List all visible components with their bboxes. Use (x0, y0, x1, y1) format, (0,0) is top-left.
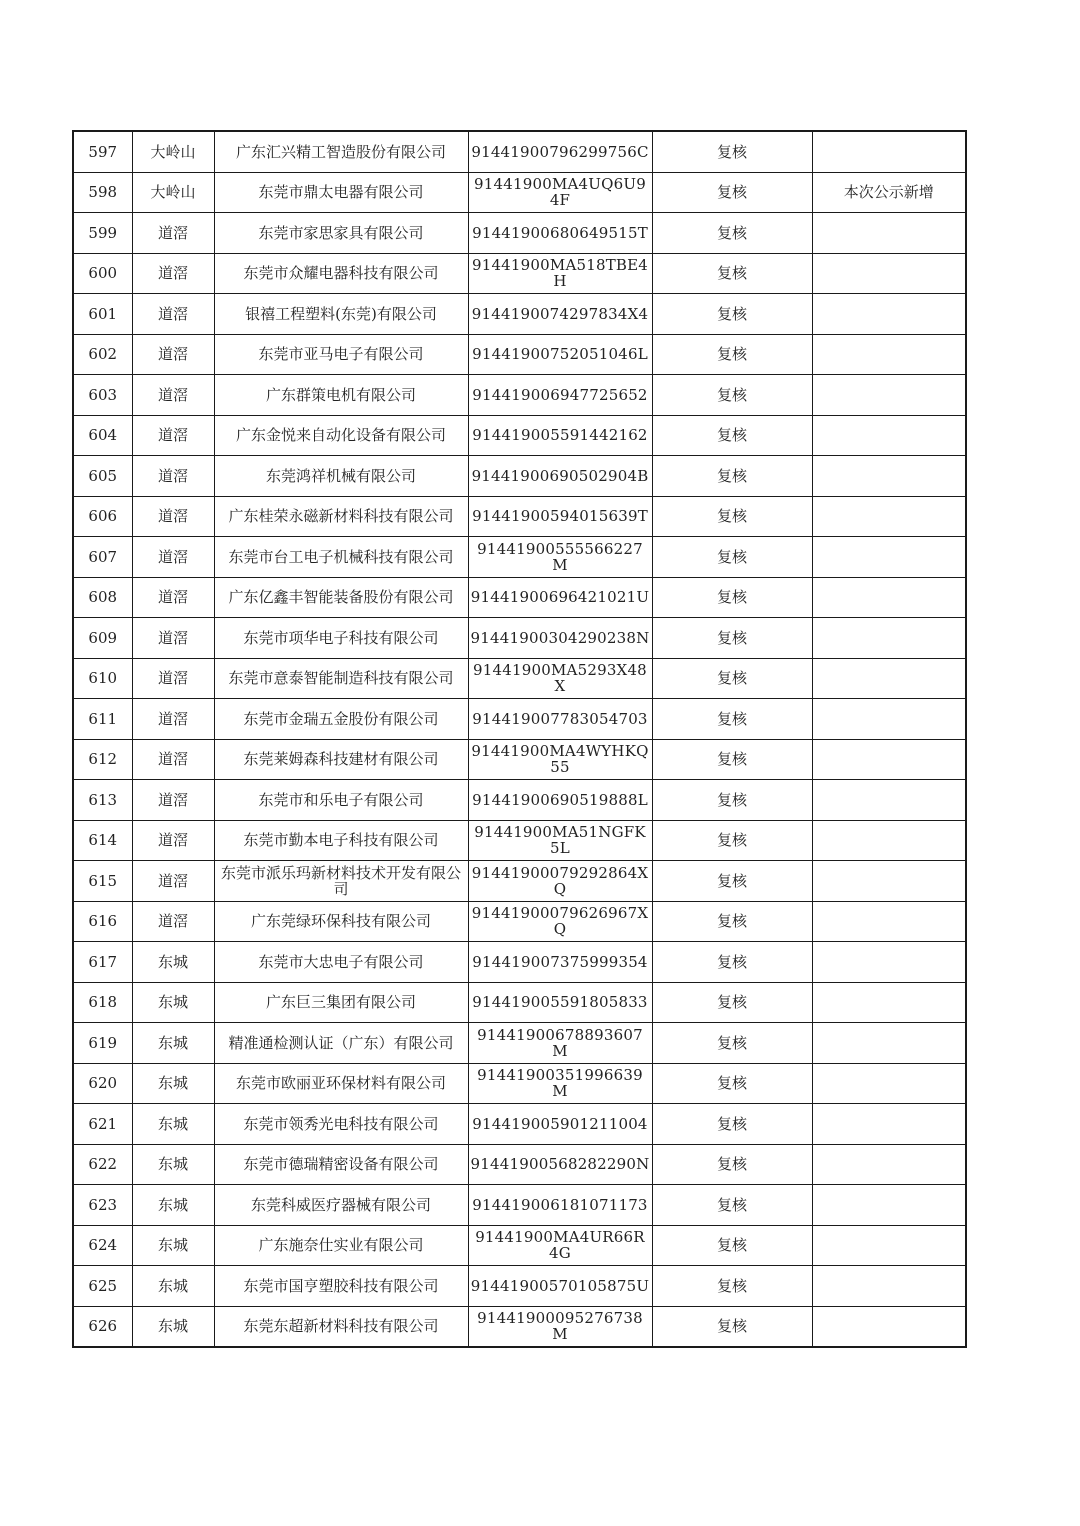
company-name-cell: 广东汇兴精工智造股份有限公司 (214, 131, 468, 172)
row-number-cell: 613 (73, 780, 132, 821)
town-name-cell: 东城 (132, 1266, 214, 1307)
remark-cell (812, 1306, 966, 1347)
remark-cell (812, 1225, 966, 1266)
review-type-cell: 复核 (652, 780, 812, 821)
remark-cell (812, 294, 966, 335)
table-row (73, 982, 966, 1023)
company-name-cell: 东莞鸿祥机械有限公司 (214, 456, 468, 497)
review-type-cell: 复核 (652, 699, 812, 740)
remark-cell (812, 820, 966, 861)
credit-code-cell: 91441900351996639M (468, 1063, 652, 1104)
table-row (73, 456, 966, 497)
remark-cell (812, 1063, 966, 1104)
row-number-cell: 604 (73, 415, 132, 456)
town-name-cell: 道滘 (132, 861, 214, 902)
review-type-cell: 复核 (652, 901, 812, 942)
table-row (73, 577, 966, 618)
company-name-cell: 广东施奈仕实业有限公司 (214, 1225, 468, 1266)
remark-cell (812, 1104, 966, 1145)
credit-code-cell: 91441900MA51NGFK5L (468, 820, 652, 861)
credit-code-cell: 91441900568282290N (468, 1144, 652, 1185)
row-number-cell: 605 (73, 456, 132, 497)
remark-cell (812, 901, 966, 942)
table-body (73, 131, 966, 1347)
credit-code-cell: 914419005901211004 (468, 1104, 652, 1145)
row-number-cell: 615 (73, 861, 132, 902)
credit-code-cell: 91441900079292864XQ (468, 861, 652, 902)
company-name-cell: 东莞市鼎太电器有限公司 (214, 172, 468, 213)
review-type-cell: 复核 (652, 537, 812, 578)
table-row (73, 294, 966, 335)
company-name-cell: 东莞市勤本电子科技有限公司 (214, 820, 468, 861)
company-name-cell: 东莞市国亨塑胶科技有限公司 (214, 1266, 468, 1307)
credit-code-cell: 914419005591805833 (468, 982, 652, 1023)
review-type-cell: 复核 (652, 1023, 812, 1064)
remark-cell (812, 537, 966, 578)
credit-code-cell: 91441900678893607M (468, 1023, 652, 1064)
review-type-cell: 复核 (652, 213, 812, 254)
row-number-cell: 616 (73, 901, 132, 942)
table-row (73, 1306, 966, 1347)
row-number-cell: 618 (73, 982, 132, 1023)
company-name-cell: 东莞莱姆森科技建材有限公司 (214, 739, 468, 780)
review-type-cell: 复核 (652, 1144, 812, 1185)
remark-cell (812, 1266, 966, 1307)
row-number-cell: 603 (73, 375, 132, 416)
review-type-cell: 复核 (652, 456, 812, 497)
row-number-cell: 626 (73, 1306, 132, 1347)
town-name-cell: 道滘 (132, 415, 214, 456)
credit-code-cell: 91441900MA4UQ6U94F (468, 172, 652, 213)
review-type-cell: 复核 (652, 861, 812, 902)
town-name-cell: 道滘 (132, 780, 214, 821)
town-name-cell: 道滘 (132, 456, 214, 497)
credit-code-cell: 914419007783054703 (468, 699, 652, 740)
review-type-cell: 复核 (652, 982, 812, 1023)
table-row (73, 1185, 966, 1226)
row-number-cell: 601 (73, 294, 132, 335)
remark-cell (812, 982, 966, 1023)
table-row (73, 415, 966, 456)
town-name-cell: 道滘 (132, 253, 214, 294)
company-name-cell: 东莞市大忠电子有限公司 (214, 942, 468, 983)
town-name-cell: 道滘 (132, 618, 214, 659)
table-row (73, 1023, 966, 1064)
town-name-cell: 东城 (132, 1225, 214, 1266)
company-name-cell: 广东莞绿环保科技有限公司 (214, 901, 468, 942)
review-type-cell: 复核 (652, 172, 812, 213)
town-name-cell: 道滘 (132, 820, 214, 861)
town-name-cell: 道滘 (132, 699, 214, 740)
company-name-cell: 银禧工程塑料(东莞)有限公司 (214, 294, 468, 335)
credit-code-cell: 914419006181071173 (468, 1185, 652, 1226)
remark-cell (812, 1023, 966, 1064)
table-row (73, 739, 966, 780)
review-type-cell: 复核 (652, 415, 812, 456)
company-name-cell: 东莞市金瑞五金股份有限公司 (214, 699, 468, 740)
remark-cell (812, 739, 966, 780)
town-name-cell: 东城 (132, 1306, 214, 1347)
credit-code-cell: 91441900696421021U (468, 577, 652, 618)
review-type-cell: 复核 (652, 1104, 812, 1145)
town-name-cell: 大岭山 (132, 131, 214, 172)
table-row (73, 1225, 966, 1266)
credit-code-cell: 91441900MA5293X48X (468, 658, 652, 699)
row-number-cell: 597 (73, 131, 132, 172)
remark-cell (812, 334, 966, 375)
town-name-cell: 道滘 (132, 537, 214, 578)
remark-cell (812, 861, 966, 902)
credit-code-cell: 91441900079626967XQ (468, 901, 652, 942)
table-row (73, 537, 966, 578)
row-number-cell: 606 (73, 496, 132, 537)
review-type-cell: 复核 (652, 577, 812, 618)
credit-code-cell: 91441900304290238N (468, 618, 652, 659)
row-number-cell: 607 (73, 537, 132, 578)
review-type-cell: 复核 (652, 334, 812, 375)
credit-code-cell: 91441900690519888L (468, 780, 652, 821)
row-number-cell: 600 (73, 253, 132, 294)
row-number-cell: 620 (73, 1063, 132, 1104)
town-name-cell: 道滘 (132, 901, 214, 942)
review-type-cell: 复核 (652, 294, 812, 335)
row-number-cell: 624 (73, 1225, 132, 1266)
review-type-cell: 复核 (652, 1063, 812, 1104)
remark-cell (812, 618, 966, 659)
town-name-cell: 道滘 (132, 577, 214, 618)
table-row (73, 699, 966, 740)
table-row (73, 780, 966, 821)
town-name-cell: 大岭山 (132, 172, 214, 213)
town-name-cell: 东城 (132, 1185, 214, 1226)
enterprise-table (72, 130, 967, 1348)
table-row (73, 213, 966, 254)
table-row (73, 496, 966, 537)
row-number-cell: 611 (73, 699, 132, 740)
credit-code-cell: 91441900555566227M (468, 537, 652, 578)
company-name-cell: 东莞市派乐玛新材料技术开发有限公司 (214, 861, 468, 902)
town-name-cell: 道滘 (132, 294, 214, 335)
review-type-cell: 复核 (652, 739, 812, 780)
table-row (73, 820, 966, 861)
row-number-cell: 599 (73, 213, 132, 254)
company-name-cell: 东莞市台工电子机械科技有限公司 (214, 537, 468, 578)
review-type-cell: 复核 (652, 131, 812, 172)
review-type-cell: 复核 (652, 942, 812, 983)
town-name-cell: 东城 (132, 1104, 214, 1145)
row-number-cell: 602 (73, 334, 132, 375)
row-number-cell: 621 (73, 1104, 132, 1145)
row-number-cell: 619 (73, 1023, 132, 1064)
row-number-cell: 622 (73, 1144, 132, 1185)
review-type-cell: 复核 (652, 1225, 812, 1266)
table-row (73, 658, 966, 699)
table-row (73, 618, 966, 659)
company-name-cell: 精准通检测认证（广东）有限公司 (214, 1023, 468, 1064)
remark-cell (812, 780, 966, 821)
review-type-cell: 复核 (652, 1185, 812, 1226)
remark-cell (812, 699, 966, 740)
town-name-cell: 道滘 (132, 496, 214, 537)
company-name-cell: 东莞市家思家具有限公司 (214, 213, 468, 254)
remark-cell (812, 375, 966, 416)
town-name-cell: 道滘 (132, 658, 214, 699)
table-row (73, 253, 966, 294)
table-row (73, 901, 966, 942)
row-number-cell: 609 (73, 618, 132, 659)
credit-code-cell: 91441900095276738M (468, 1306, 652, 1347)
company-name-cell: 东莞市欧丽亚环保材料有限公司 (214, 1063, 468, 1104)
table-row (73, 1063, 966, 1104)
credit-code-cell: 91441900MA518TBE4H (468, 253, 652, 294)
row-number-cell: 598 (73, 172, 132, 213)
credit-code-cell: 91441900796299756C (468, 131, 652, 172)
credit-code-cell: 914419005591442162 (468, 415, 652, 456)
row-number-cell: 614 (73, 820, 132, 861)
town-name-cell: 东城 (132, 942, 214, 983)
credit-code-cell: 91441900752051046L (468, 334, 652, 375)
company-name-cell: 东莞市和乐电子有限公司 (214, 780, 468, 821)
town-name-cell: 东城 (132, 1063, 214, 1104)
town-name-cell: 道滘 (132, 739, 214, 780)
remark-cell (812, 658, 966, 699)
review-type-cell: 复核 (652, 253, 812, 294)
review-type-cell: 复核 (652, 496, 812, 537)
town-name-cell: 东城 (132, 1144, 214, 1185)
company-name-cell: 广东巨三集团有限公司 (214, 982, 468, 1023)
company-name-cell: 广东金悦来自动化设备有限公司 (214, 415, 468, 456)
town-name-cell: 东城 (132, 982, 214, 1023)
company-name-cell: 广东群策电机有限公司 (214, 375, 468, 416)
remark-cell (812, 253, 966, 294)
review-type-cell: 复核 (652, 820, 812, 861)
row-number-cell: 623 (73, 1185, 132, 1226)
table-row (73, 1104, 966, 1145)
row-number-cell: 612 (73, 739, 132, 780)
remark-cell (812, 131, 966, 172)
remark-cell (812, 456, 966, 497)
remark-cell (812, 213, 966, 254)
company-name-cell: 东莞市德瑞精密设备有限公司 (214, 1144, 468, 1185)
credit-code-cell: 91441900690502904B (468, 456, 652, 497)
credit-code-cell: 9144190074297834X4 (468, 294, 652, 335)
company-name-cell: 东莞东超新材料科技有限公司 (214, 1306, 468, 1347)
company-name-cell: 东莞科威医疗器械有限公司 (214, 1185, 468, 1226)
company-name-cell: 东莞市意泰智能制造科技有限公司 (214, 658, 468, 699)
credit-code-cell: 914419006947725652 (468, 375, 652, 416)
credit-code-cell: 91441900MA4UR66R4G (468, 1225, 652, 1266)
table-row (73, 375, 966, 416)
credit-code-cell: 91441900680649515T (468, 213, 652, 254)
table-row (73, 334, 966, 375)
credit-code-cell: 91441900MA4WYHKQ55 (468, 739, 652, 780)
review-type-cell: 复核 (652, 618, 812, 659)
remark-cell (812, 415, 966, 456)
table-row (73, 942, 966, 983)
town-name-cell: 道滘 (132, 375, 214, 416)
review-type-cell: 复核 (652, 658, 812, 699)
remark-cell (812, 496, 966, 537)
row-number-cell: 610 (73, 658, 132, 699)
table-row (73, 172, 966, 213)
remark-cell (812, 1185, 966, 1226)
table-row (73, 1144, 966, 1185)
company-name-cell: 广东桂荣永磁新材料科技有限公司 (214, 496, 468, 537)
table-row (73, 861, 966, 902)
company-name-cell: 东莞市亚马电子有限公司 (214, 334, 468, 375)
remark-cell (812, 1144, 966, 1185)
review-type-cell: 复核 (652, 1266, 812, 1307)
credit-code-cell: 91441900594015639T (468, 496, 652, 537)
review-type-cell: 复核 (652, 1306, 812, 1347)
town-name-cell: 道滘 (132, 213, 214, 254)
table-row (73, 131, 966, 172)
town-name-cell: 道滘 (132, 334, 214, 375)
company-name-cell: 东莞市众耀电器科技有限公司 (214, 253, 468, 294)
remark-cell: 本次公示新增 (812, 172, 966, 213)
town-name-cell: 东城 (132, 1023, 214, 1064)
row-number-cell: 608 (73, 577, 132, 618)
company-name-cell: 东莞市项华电子科技有限公司 (214, 618, 468, 659)
remark-cell (812, 577, 966, 618)
remark-cell (812, 942, 966, 983)
row-number-cell: 617 (73, 942, 132, 983)
credit-code-cell: 91441900570105875U (468, 1266, 652, 1307)
table-row (73, 1266, 966, 1307)
company-name-cell: 广东亿鑫丰智能装备股份有限公司 (214, 577, 468, 618)
row-number-cell: 625 (73, 1266, 132, 1307)
company-name-cell: 东莞市领秀光电科技有限公司 (214, 1104, 468, 1145)
credit-code-cell: 914419007375999354 (468, 942, 652, 983)
review-type-cell: 复核 (652, 375, 812, 416)
